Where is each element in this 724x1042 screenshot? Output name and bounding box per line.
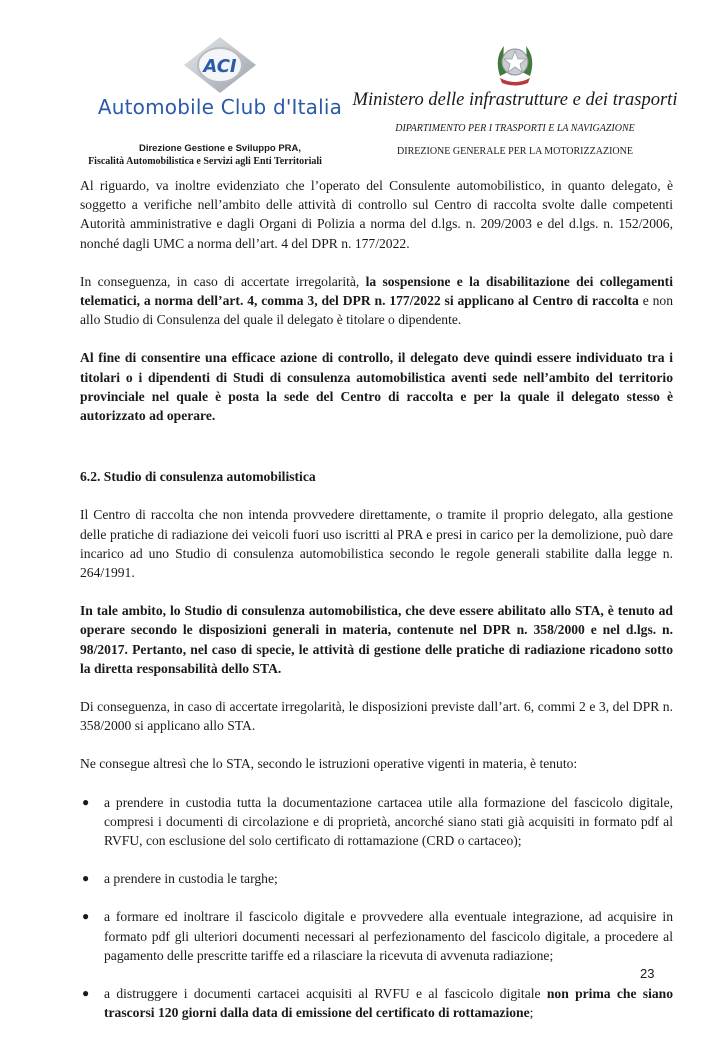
bullet-icon: ● bbox=[82, 871, 90, 886]
bullet-icon: ● bbox=[82, 794, 90, 809]
list-item-end: ; bbox=[529, 1005, 534, 1021]
list-item-text: a prendere in custodia tutta la documentazione cartacea utile alla formazione del fascicolo digitale, compresi i documenti di circolazione e di proprietà, ancorché siano stati già acquisiti in formato pdf al RVFU, con esclusione del solo certificato di rottamazione (CRD o cartaceo); bbox=[104, 794, 673, 849]
aci-direction-line1: Direzione Gestione e Sviluppo PRA, bbox=[138, 143, 302, 154]
list-item-bold-text: non prima che siano trascorsi 120 giorni dalla data di emissione del certificato di rottamazione bbox=[104, 986, 674, 1021]
document-body bbox=[80, 176, 673, 1042]
paragraph-sta-scope: In tale ambito, lo Studio di consulenza automobilistica, che deve essere abilitato allo STA, è tenuto ad operare secondo le disposizioni generali in materia, contenute nel DPR n. 358/2000 e nel d.lgs. n. 98/2017. Pertanto, nel caso di specie, le attività di gestione delle pratiche di radiazione ricadono sotto la diretta responsabilità dello STA. bbox=[80, 603, 673, 676]
obligations-list bbox=[80, 793, 673, 1023]
paragraph-suspension-end: e non allo Studio di Consulenza del quale il delegato è titolare o dipendente. bbox=[80, 293, 673, 328]
ministry-department: DIPARTIMENTO PER I TRASPORTI E LA NAVIGAZIONE bbox=[395, 123, 635, 134]
ministry-header bbox=[350, 38, 680, 157]
paragraph-collection-center: Il Centro di raccolta che non intenda provvedere direttamente, o tramite il proprio delegato, alla gestione delle pratiche di radiazione dei veicoli fuori uso iscritti al PRA e presi in carico per la demolizione, può dare incarico ad uno Studio di consulenza automobilistica secondo le regole generali stabilite dalla legge n. 264/1991. bbox=[80, 507, 673, 581]
bullet-icon: ● bbox=[82, 909, 90, 924]
list-item-text: a prendere in custodia le targhe; bbox=[104, 871, 278, 887]
paragraph-consultant-verification: Al riguardo, va inoltre evidenziato che l’operato del Consulente automobilistico, in quanto delegato, è soggetto a verifiche nell’ambito delle attività di controllo sul Centro di raccolta svolte dalle competenti Autorità amministrative e dagli Organi di Polizia a norma del d.lgs. n. 209/2003 e del d.lgs. n. 152/2006, nonché dagli UMC a norma dell’art. 4 del DPR n. 177/2022. bbox=[80, 178, 673, 251]
page-number: 23 bbox=[640, 966, 655, 981]
paragraph-delegate-selection: Al fine di consentire una efficace azione di controllo, il delegato deve quindi essere individuato tra i titolari o i dipendenti di Studi di consulenza automobilistica aventi sede nell’ambito del territorio provinciale nel quale è posta la sede del Centro di raccolta e per la quale il delegato stesso è autorizzato ad operare. bbox=[80, 350, 673, 424]
italian-emblem-icon bbox=[492, 38, 538, 88]
ministry-title: Ministero delle infrastrutture e dei trasporti bbox=[352, 90, 678, 110]
list-item-text: a formare ed inoltrare il fascicolo digitale e provvedere alla eventuale integrazione, ad acquisire in formato pdf gli ulteriori documenti necessari al perfezionamento del fascicolo digitale, a procedere al pagamento delle prescritte tariffe ed a rilasciare la ricevuta di avvenuta radiazione; bbox=[104, 909, 673, 963]
paragraph-suspension bbox=[80, 272, 673, 330]
ministry-direction: DIREZIONE GENERALE PER LA MOTORIZZAZIONE bbox=[397, 146, 633, 157]
paragraph-sta-obligations: Ne consegue altresì che lo STA, secondo le istruzioni operative vigenti in materia, è tenuto: bbox=[80, 756, 578, 772]
list-item bbox=[80, 907, 673, 965]
aci-org-name: Automobile Club d'Italia bbox=[97, 95, 343, 119]
aci-header bbox=[80, 30, 360, 167]
list-item-text: a distruggere i documenti cartacei acquisiti al RVFU e al fascicolo digitale bbox=[104, 986, 547, 1002]
section-heading: 6.2. Studio di consulenza automobilistica bbox=[80, 469, 316, 485]
svg-text:ACI: ACI bbox=[203, 56, 237, 77]
bullet-icon: ● bbox=[82, 986, 90, 1001]
list-item bbox=[80, 869, 673, 888]
aci-direction-line2: Fiscalità Automobilistica e Servizi agli Enti Territoriali bbox=[88, 156, 322, 167]
aci-logo-icon bbox=[180, 35, 260, 95]
paragraph-suspension-bold: la sospensione e la disabilitazione dei collegamenti telematici, a norma dell’art. 4, comma 3, del DPR n. 177/2022 si applicano al Centro di raccolta bbox=[80, 273, 673, 309]
list-item bbox=[80, 793, 673, 851]
list-item bbox=[80, 984, 673, 1022]
paragraph-irregularities: Di conseguenza, in caso di accertate irregolarità, le disposizioni previste dall’art. 6, commi 2 e 3, del DPR n. 358/2000 si applicano allo STA. bbox=[80, 699, 673, 734]
paragraph-suspension-intro: In conseguenza, in caso di accertate irregolarità, bbox=[80, 273, 366, 289]
